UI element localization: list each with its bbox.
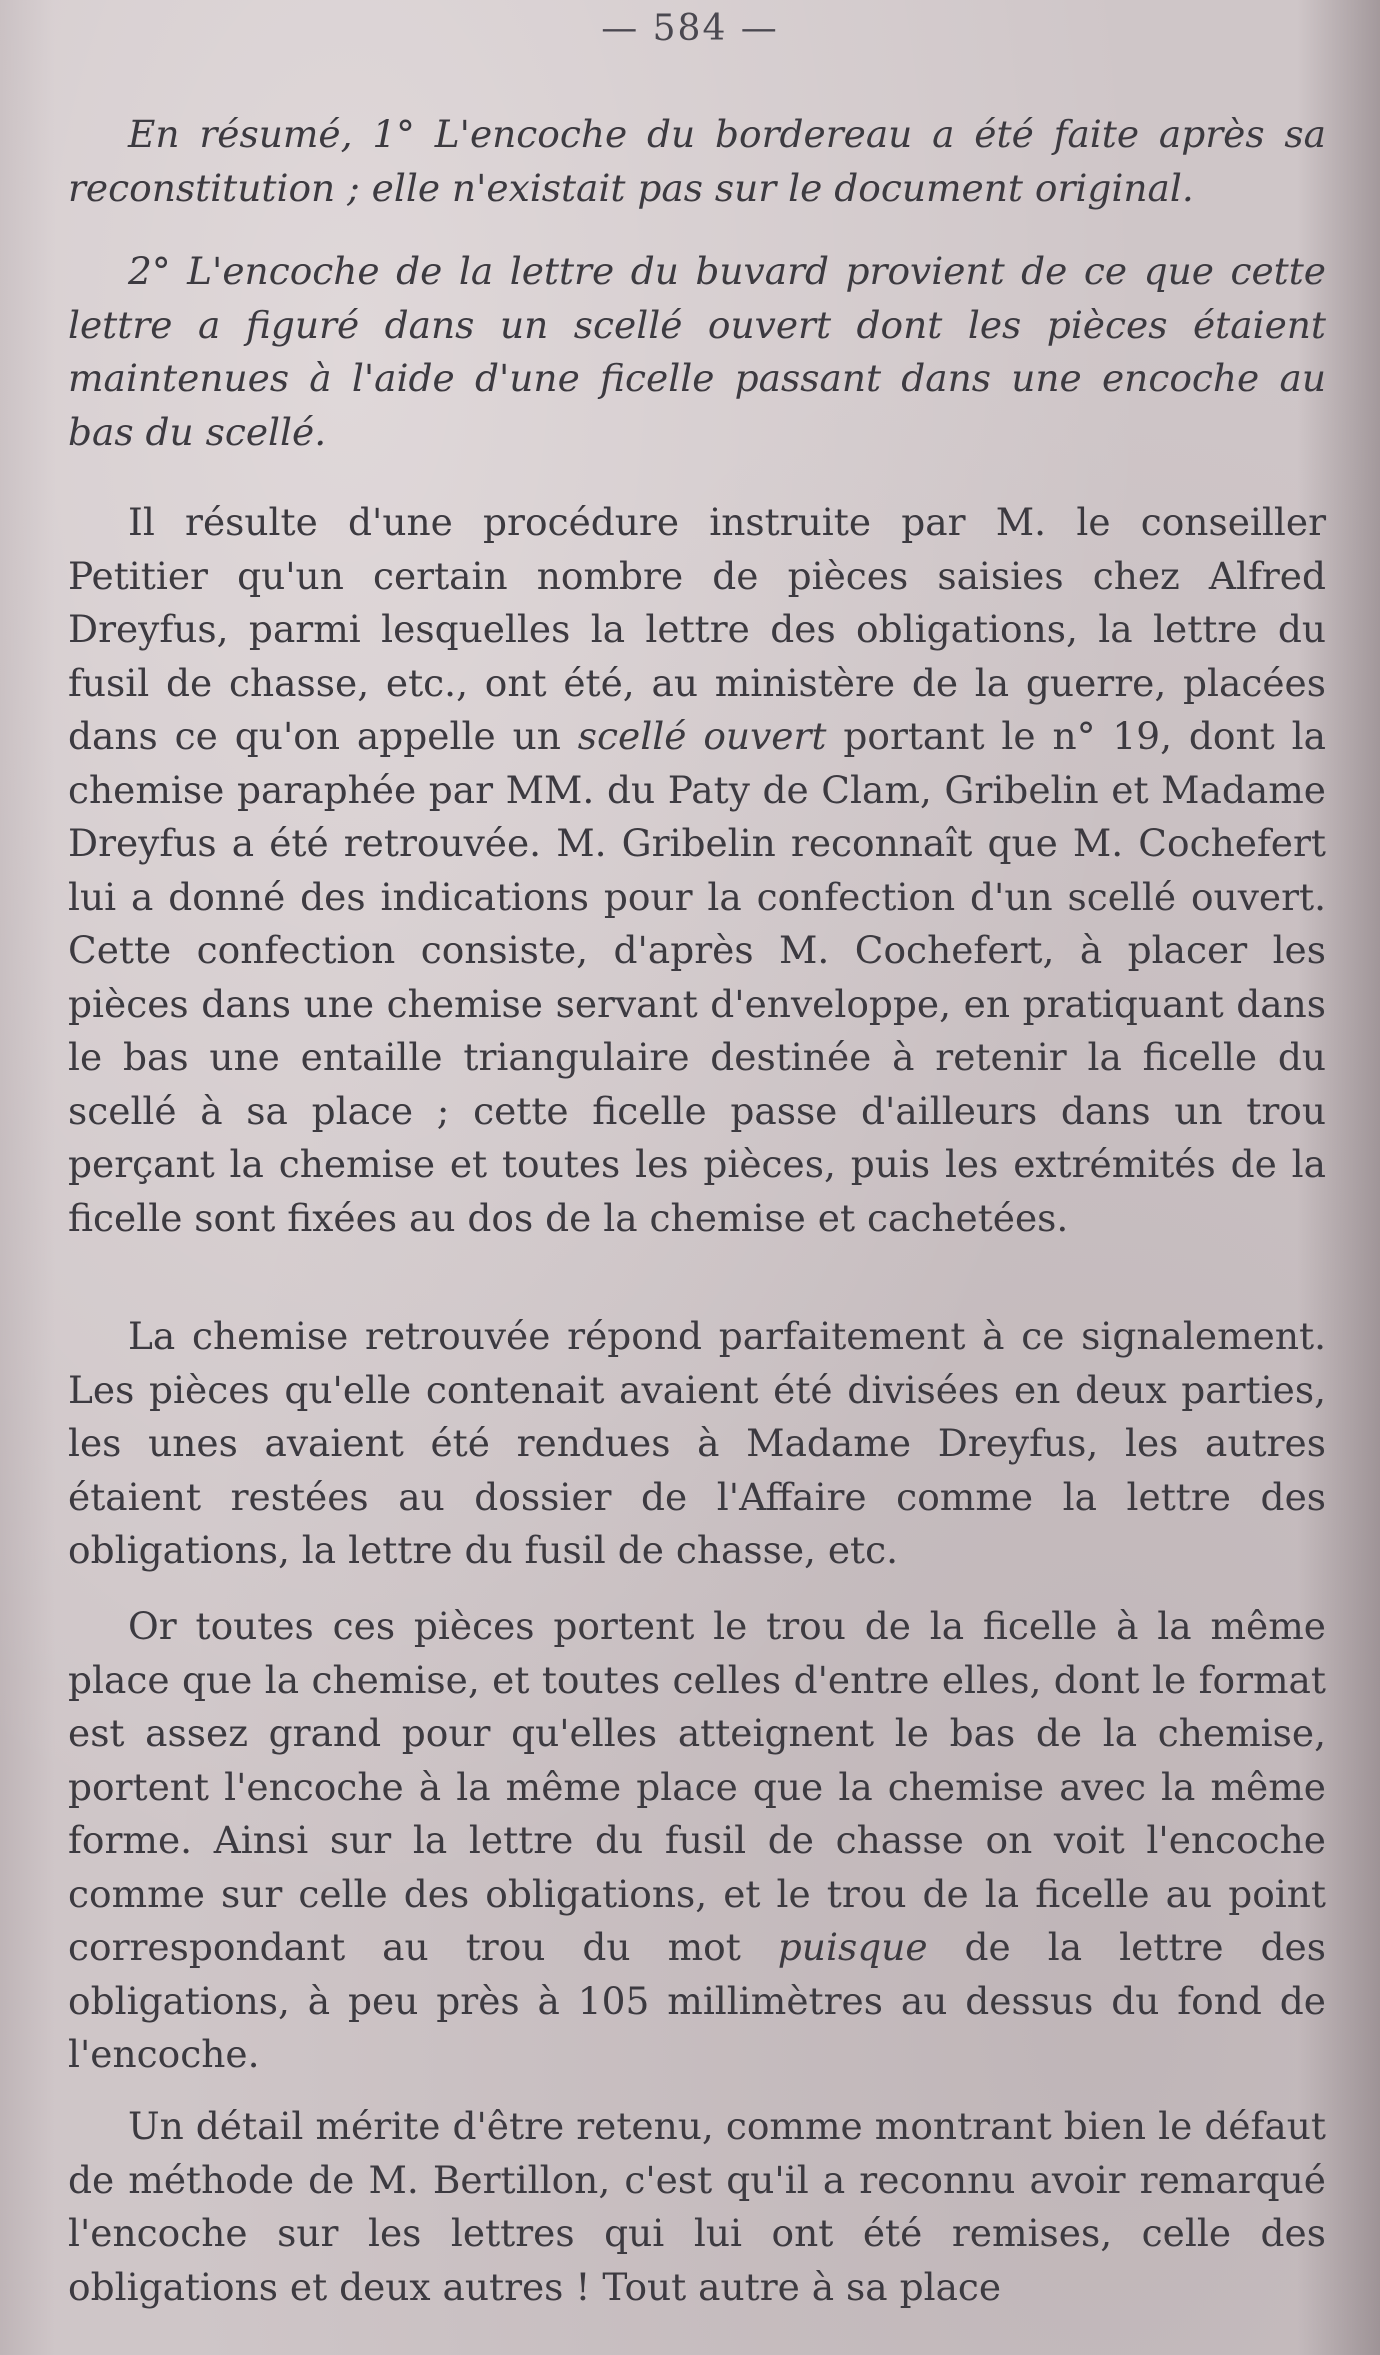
paragraph-pieces [68,1600,1326,2082]
pieces-text-end: de la lettre des obligations, à peu près à 105 millimètres au dessus du fond de l'encoche. [68,1925,1326,2076]
pieces-italic-word: puisque [777,1925,928,1969]
paragraph-detail: Un détail mérite d'être retenu, comme montrant bien le défaut de méthode de M. Bertillon, c'est qu'il a reconnu avoir remarqué l'encoche sur les lettres qui lui ont été remises, celle des obligations et deux autres ! Tout autre à sa place [68,2104,1326,2309]
page-number: — 584 — [601,8,779,49]
paragraph-chemise: La chemise retrouvée répond parfaitement à ce signalement. Les pièces qu'elle contenait avaient été divisées en deux parties, les unes avaient été rendues à Madame Dreyfus, les autres étaient restées au dossier de l'Affaire comme la lettre des obligations, la lettre du fusil de chasse, etc. [68,1314,1326,1572]
paragraph-summary-2: 2° L'encoche de la lettre du buvard provient de ce que cette lettre a figuré dans un scellé ouvert dont les pièces étaient maintenues à l'aide d'une ficelle passant dans une encoche au bas du scellé. [68,249,1326,454]
pieces-text-start: Or toutes ces pièces portent le trou de la ficelle à la même place que la chemise, et toutes celles d'entre elles, dont le format est assez grand pour qu'elles atteignent le bas de la chemise, portent l'encoche à la même place que la chemise avec la même forme. Ainsi sur la lettre du fusil de chasse on voit l'encoche comme sur celle des obligations, et le trou de la ficelle au point correspondant au trou du mot [68,1604,1326,1969]
paragraph-summary-1: En résumé, 1° L'encoche du bordereau a été faite après sa reconstitution ; elle n'existait pas sur le document original. [68,112,1326,210]
procedure-italic-term: scellé ouvert [577,714,827,758]
paragraph-procedure [68,496,1326,1245]
procedure-text-start: Il résulte d'une procédure instruite par M. le conseiller Petitier qu'un certain nombre de pièces saisies chez Alfred Dreyfus, parmi lesquelles la lettre des obligations, la lettre du fusil de chasse, etc., ont été, au ministère de la guerre, placées dans ce qu'on appelle un [68,500,1326,758]
procedure-text-end: portant le n° 19, dont la chemise paraphée par MM. du Paty de Clam, Gribelin et Madame Dreyfus a été retrouvée. M. Gribelin reconnaît que M. Cochefert lui a donné des indications pour la confection d'un scellé ouvert. Cette confection consiste, d'après M. Cochefert, à placer les pièces dans une chemise servant d'enveloppe, en pratiquant dans le bas une entaille triangulaire destinée à retenir la ficelle du scellé à sa place ; cette ficelle passe d'ailleurs dans un trou perçant la chemise et toutes les pièces, puis les extrémités de la ficelle sont fixées au dos de la chemise et cachetées. [68,714,1326,1240]
